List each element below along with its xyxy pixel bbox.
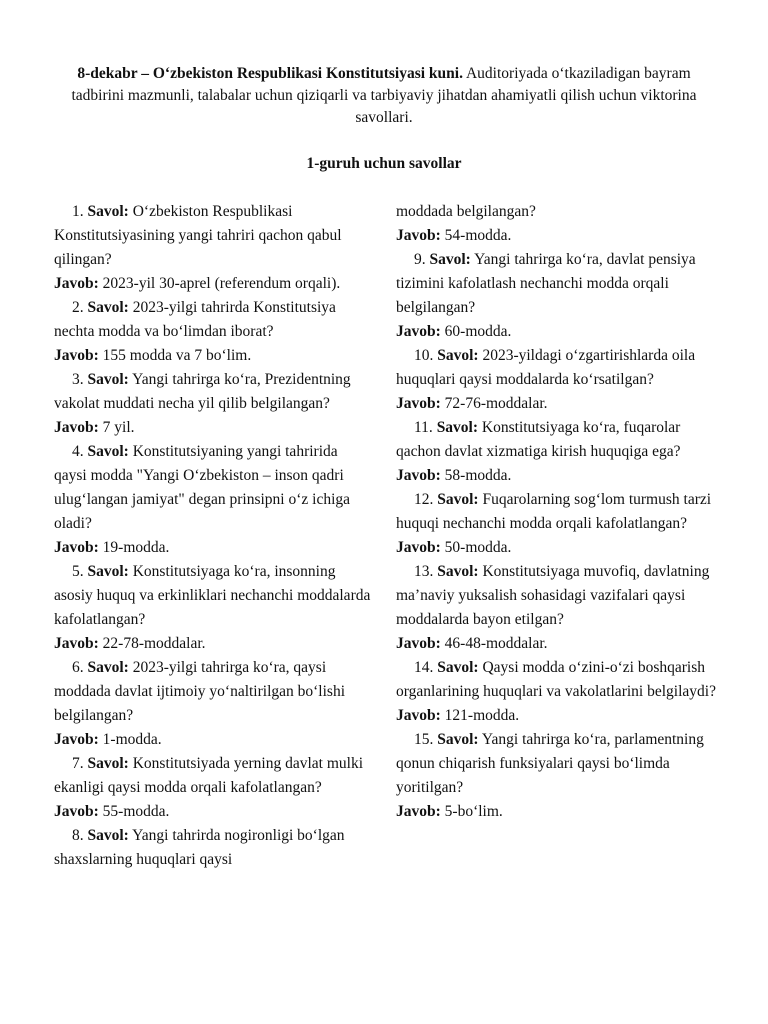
question-number: 9. xyxy=(414,251,426,268)
question-9 xyxy=(396,248,718,320)
answer-text: 19-modda. xyxy=(98,539,170,556)
question-number: 4. xyxy=(72,443,84,460)
answer-label: Javob: xyxy=(396,635,441,652)
question-label: Savol: xyxy=(87,443,129,460)
question-number: 3. xyxy=(72,371,84,388)
question-text: Konstitutsiyaning yangi tahririda qaysi modda "Yangi O‘zbekiston – inson qadri ulug‘langan jamiyat" degan prinsipni o‘z ichiga oladi? xyxy=(54,443,351,532)
question-label: Savol: xyxy=(87,659,129,676)
question-text: Yangi tahrirga ko‘ra, davlat pensiya tizimini kafolatlash nechanchi modda orqali belgilangan? xyxy=(396,251,696,316)
answer-6 xyxy=(54,728,374,752)
question-15 xyxy=(396,728,718,800)
question-number: 12. xyxy=(414,491,434,508)
question-number: 6. xyxy=(72,659,84,676)
answer-label: Javob: xyxy=(396,227,441,244)
question-text: Qaysi modda o‘zini-o‘zi boshqarish organlarining huquqlari va vakolatlarini belgilaydi? xyxy=(396,659,716,700)
question-text: Fuqarolarning sog‘lom turmush tarzi huquqi nechanchi modda orqali kafolatlangan? xyxy=(396,491,712,532)
question-label: Savol: xyxy=(87,563,129,580)
question-3 xyxy=(54,368,374,416)
question-label: Savol: xyxy=(429,251,471,268)
question-number: 5. xyxy=(72,563,84,580)
answer-8 xyxy=(396,224,718,248)
answer-2 xyxy=(54,344,374,368)
question-label: Savol: xyxy=(437,347,479,364)
question-number: 7. xyxy=(72,755,84,772)
answer-label: Javob: xyxy=(396,323,441,340)
question-12 xyxy=(396,488,718,536)
question-text: O‘zbekiston Respublikasi Konstitutsiyasining yangi tahriri qachon qabul qilingan? xyxy=(54,203,342,268)
left-column xyxy=(54,200,374,872)
question-number: 13. xyxy=(414,563,434,580)
answer-4 xyxy=(54,536,374,560)
answer-text: 7 yil. xyxy=(98,419,135,436)
question-number: 8. xyxy=(72,827,84,844)
question-14 xyxy=(396,656,718,704)
question-label: Savol: xyxy=(87,299,129,316)
question-13 xyxy=(396,560,718,632)
heading-intro: Auditoriyada o‘tkaziladigan bayram tadbirini mazmunli, talabalar uchun qiziqarli va tarbiyaviy jihatdan ahamiyatli qilish uchun viktorina savollari. xyxy=(71,65,697,126)
question-10 xyxy=(396,344,718,392)
question-text: Konstitutsiyaga ko‘ra, insonning asosiy huquq va erkinliklari nechanchi moddalarda kafolatlangan? xyxy=(54,563,371,628)
answer-label: Javob: xyxy=(54,539,99,556)
answer-label: Javob: xyxy=(54,731,99,748)
question-label: Savol: xyxy=(437,659,479,676)
question-8-continuation: moddada belgilangan? xyxy=(396,203,536,220)
question-text: Konstitutsiyada yerning davlat mulki ekanligi qaysi modda orqali kafolatlangan? xyxy=(54,755,364,796)
question-4 xyxy=(54,440,374,536)
question-label: Savol: xyxy=(87,371,129,388)
question-label: Savol: xyxy=(437,731,479,748)
answer-text: 22-78-moddalar. xyxy=(98,635,206,652)
answer-3 xyxy=(54,416,374,440)
answer-text: 2023-yil 30-aprel (referendum orqali). xyxy=(98,275,341,292)
answer-label: Javob: xyxy=(54,803,99,820)
answer-text: 50-modda. xyxy=(440,539,512,556)
answer-label: Javob: xyxy=(54,275,99,292)
answer-text: 55-modda. xyxy=(98,803,170,820)
question-5 xyxy=(54,560,374,632)
answer-label: Javob: xyxy=(396,803,441,820)
right-column xyxy=(396,200,718,824)
answer-12 xyxy=(396,536,718,560)
answer-14 xyxy=(396,704,718,728)
document-heading xyxy=(55,63,713,129)
question-number: 1. xyxy=(72,203,84,220)
answer-7 xyxy=(54,800,374,824)
answer-label: Javob: xyxy=(396,707,441,724)
question-number: 11. xyxy=(414,419,433,436)
answer-text: 1-modda. xyxy=(98,731,162,748)
answer-text: 58-modda. xyxy=(440,467,512,484)
question-text: Yangi tahrirga ko‘ra, Prezidentning vakolat muddati necha yil qilib belgilangan? xyxy=(54,371,351,412)
answer-label: Javob: xyxy=(396,539,441,556)
question-text: Konstitutsiyaga ko‘ra, fuqarolar qachon davlat xizmatiga kirish huquqiga ega? xyxy=(396,419,681,460)
answer-text: 54-modda. xyxy=(440,227,512,244)
question-label: Savol: xyxy=(87,755,129,772)
heading-title: 8-dekabr – O‘zbekiston Respublikasi Konstitutsiyasi kuni. xyxy=(77,65,463,82)
answer-label: Javob: xyxy=(54,635,99,652)
question-8 xyxy=(54,824,374,872)
question-text: Konstitutsiyaga muvofiq, davlatning ma’naviy yuksalish sohasidagi vazifalari qaysi moddalarda bayon etilgan? xyxy=(396,563,710,628)
question-text: 2023-yilgi tahrirda Konstitutsiya nechta modda va bo‘limdan iborat? xyxy=(54,299,336,340)
answer-9 xyxy=(396,320,718,344)
question-number: 10. xyxy=(414,347,434,364)
question-text: Yangi tahrirga ko‘ra, parlamentning qonun chiqarish funksiyalari qaysi bo‘limda yoritilgan? xyxy=(396,731,704,796)
question-text: Yangi tahrirda nogironligi bo‘lgan shaxslarning huquqlari qaysi xyxy=(54,827,345,868)
section-title: 1-guruh uchun savollar xyxy=(306,155,462,172)
answer-label: Javob: xyxy=(54,347,99,364)
question-2 xyxy=(54,296,374,344)
question-label: Savol: xyxy=(437,563,479,580)
question-label: Savol: xyxy=(437,491,479,508)
question-1 xyxy=(54,200,374,272)
question-number: 2. xyxy=(72,299,84,316)
answer-text: 60-modda. xyxy=(440,323,512,340)
answer-label: Javob: xyxy=(396,467,441,484)
answer-15 xyxy=(396,800,718,824)
answer-text: 5-bo‘lim. xyxy=(440,803,503,820)
answer-label: Javob: xyxy=(396,395,441,412)
question-label: Savol: xyxy=(87,203,129,220)
question-label: Savol: xyxy=(436,419,479,436)
question-number: 14. xyxy=(414,659,434,676)
answer-10 xyxy=(396,392,718,416)
question-6 xyxy=(54,656,374,728)
answer-label: Javob: xyxy=(54,419,99,436)
question-number: 15. xyxy=(414,731,434,748)
answer-5 xyxy=(54,632,374,656)
question-11 xyxy=(396,416,718,464)
answer-13 xyxy=(396,632,718,656)
answer-1 xyxy=(54,272,374,296)
answer-text: 46-48-moddalar. xyxy=(440,635,548,652)
answer-text: 72-76-moddalar. xyxy=(440,395,548,412)
answer-text: 155 modda va 7 bo‘lim. xyxy=(98,347,252,364)
answer-11 xyxy=(396,464,718,488)
question-text: 2023-yilgi tahrirga ko‘ra, qaysi moddada davlat ijtimoiy yo‘naltirilgan bo‘lishi belgilangan? xyxy=(54,659,346,724)
question-text: 2023-yildagi o‘zgartirishlarda oila huquqlari qaysi moddalarda ko‘rsatilgan? xyxy=(396,347,696,388)
question-label: Savol: xyxy=(87,827,129,844)
question-7 xyxy=(54,752,374,800)
answer-text: 121-modda. xyxy=(440,707,520,724)
